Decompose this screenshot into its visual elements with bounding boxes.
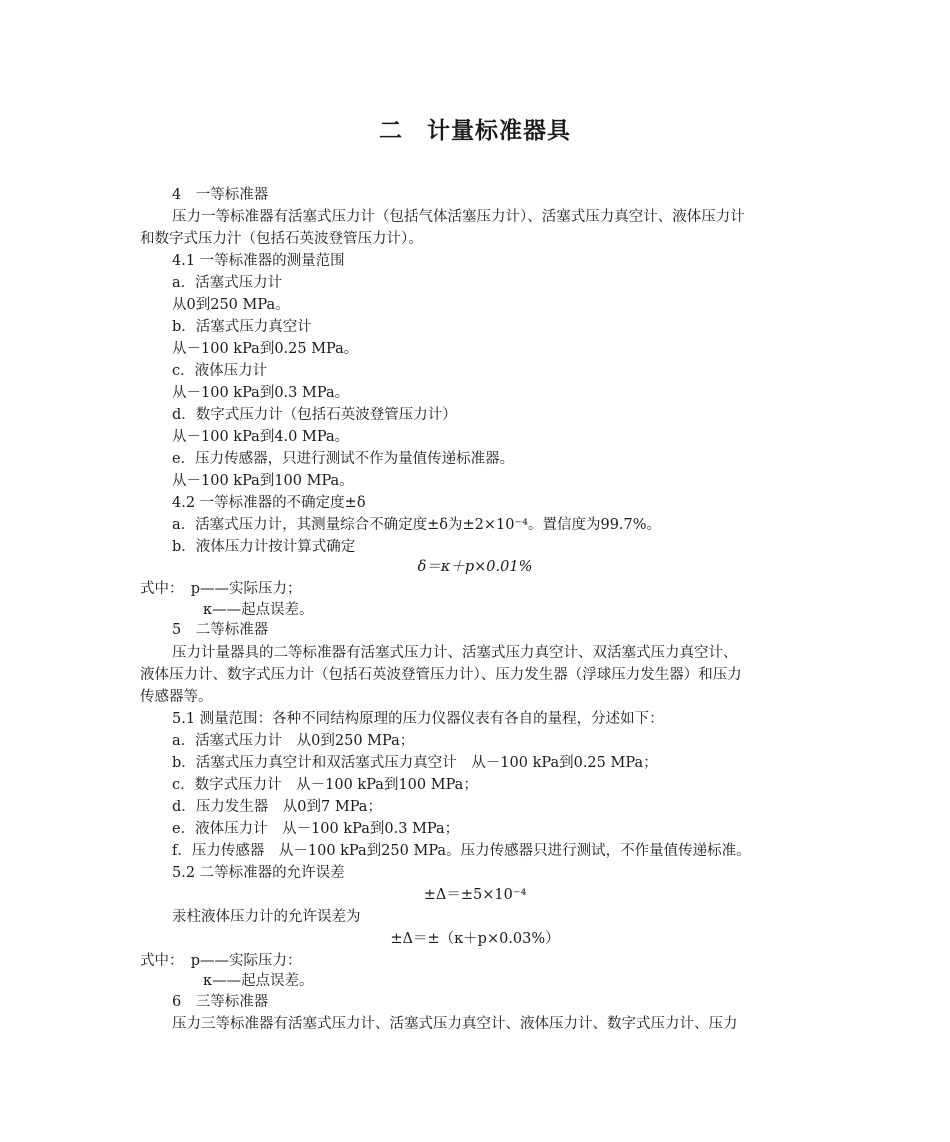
paragraph-line: 压力一等标准器有活塞式压力计（包括气体活塞压力计）、活塞式压力真空计、液体压力计 [172,209,745,225]
paragraph-line: 汞柱液体压力计的允许误差为 [172,909,361,925]
list-item: e．液体压力计 从－100 kPa到0.3 MPa； [172,821,460,837]
list-item: b．活塞式压力真空计 [172,319,312,335]
list-item: e．压力传感器，只进行测试不作为量值传递标准器。 [172,451,515,467]
list-item: c．数字式压力计 从－100 kPa到100 MPa； [172,777,478,793]
list-item: a．活塞式压力计 [172,275,283,291]
range-value: 从－100 kPa到0.25 MPa。 [172,341,359,357]
list-item: b．活塞式压力真空计和双活塞式压力真空计 从－100 kPa到0.25 MPa； [172,755,658,771]
heading-6: 6 三等标准器 [172,994,269,1010]
paragraph-line: 液体压力计、数字式压力计（包括石英波登管压力计）、压力发生器（浮球压力发生器）和压力 [140,667,742,683]
paragraph-line: 压力三等标准器有活塞式压力计、活塞式压力真空计、液体压力计、数字式压力计、压力 [172,1016,738,1032]
heading-5-1: 5.1 测量范围：各种不同结构原理的压力仪器仪表有各自的量程，分述如下： [172,711,664,727]
paragraph-line: 传感器等。 [140,689,213,705]
range-value: 从0到250 MPa。 [172,297,290,313]
heading-5: 5 二等标准器 [172,622,269,638]
section-title: 二 计量标准器具 [379,118,571,144]
list-item: c．液体压力计 [172,363,268,379]
heading-4-1: 4.1 一等标准器的测量范围 [172,253,345,269]
range-value: 从－100 kPa到0.3 MPa。 [172,385,350,401]
formula-legend: 式中： p——实际压力： [140,953,302,969]
paragraph-line: 和数字式压力汁（包括石英波登管压力计）。 [140,231,423,247]
list-item: d．压力发生器 从0到7 MPa； [172,799,382,815]
heading-5-2: 5.2 二等标准器的允许误差 [172,865,345,881]
formula-allowed-error: ±Δ＝±5×10⁻⁴ [423,887,527,903]
list-item: a．活塞式压力计 从0到250 MPa； [172,733,415,749]
formula-legend: κ——起点误差。 [203,973,314,989]
formula-delta: δ＝κ＋p×0.01% [417,559,533,575]
heading-4-2: 4.2 一等标准器的不确定度±δ [172,495,366,511]
paragraph-line: 压力计量器具的二等标准器有活塞式压力计、活塞式压力真空计、双活塞式压力真空计、 [172,645,738,661]
heading-4: 4 一等标准器 [172,187,269,203]
range-value: 从－100 kPa到100 MPa。 [172,473,354,489]
list-item: f．压力传感器 从－100 kPa到250 MPa。压力传感器只进行测试，不作量值传递标准。 [172,843,751,859]
list-item: a．活塞式压力计，其测量综合不确定度±δ为±2×10⁻⁴。置信度为99.7%。 [172,517,662,533]
list-item: b．液体压力计按计算式确定 [172,539,356,555]
list-item: d．数字式压力计（包括石英波登管压力计） [172,407,457,423]
formula-legend: 式中： p——实际压力； [140,581,302,597]
range-value: 从－100 kPa到4.0 MPa。 [172,429,350,445]
formula-mercury: ±Δ＝±（κ＋p×0.03%） [390,931,560,947]
formula-legend: κ——起点误差。 [203,602,314,618]
